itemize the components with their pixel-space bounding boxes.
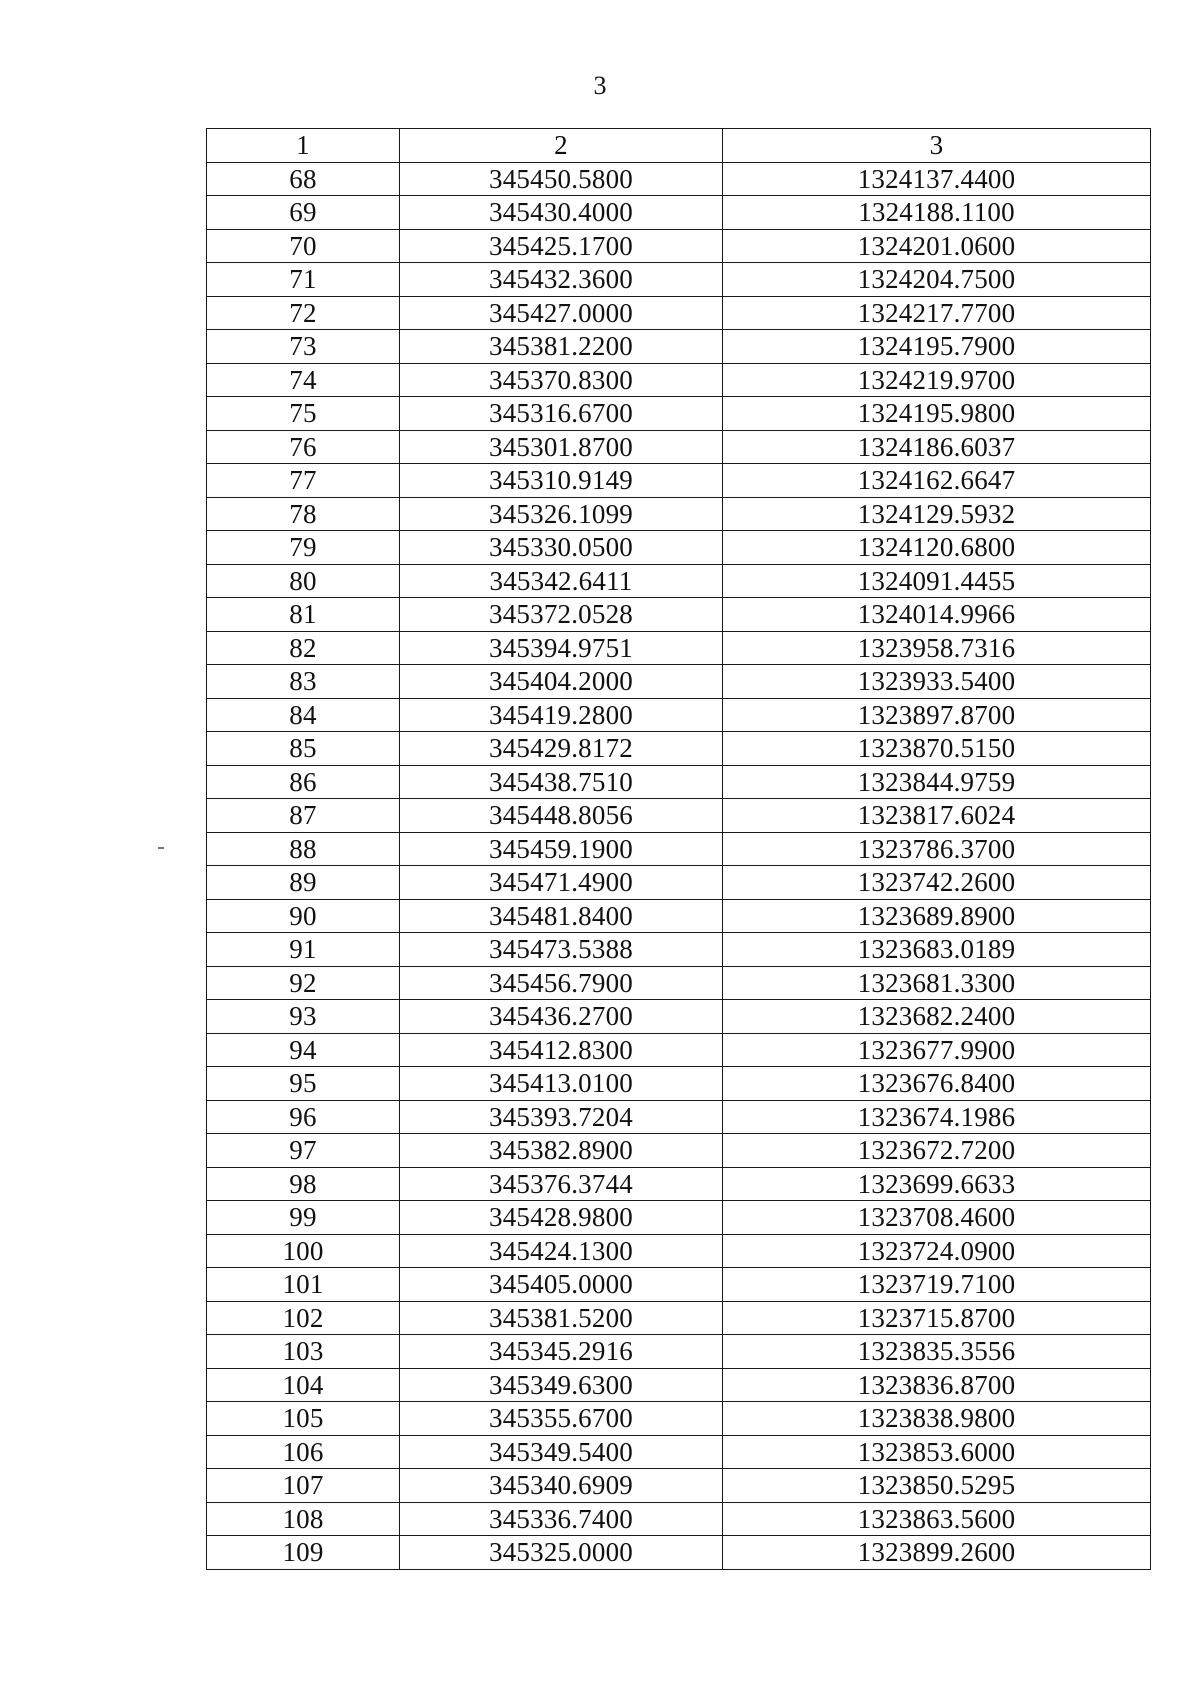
- coordinate-x-cell: 345310.9149: [400, 464, 723, 498]
- point-number-cell: 84: [207, 698, 400, 732]
- coordinate-x-cell: 345473.5388: [400, 933, 723, 967]
- coordinate-x-cell: 345381.5200: [400, 1301, 723, 1335]
- coordinate-x-cell: 345345.2916: [400, 1335, 723, 1369]
- table-row: [207, 1368, 1151, 1402]
- coordinate-y-cell: 1323870.5150: [723, 732, 1151, 766]
- coordinate-y-cell: 1323835.3556: [723, 1335, 1151, 1369]
- coordinate-x-cell: 345436.2700: [400, 1000, 723, 1034]
- table-row: [207, 296, 1151, 330]
- point-number-cell: 101: [207, 1268, 400, 1302]
- point-number-cell: 77: [207, 464, 400, 498]
- coordinate-y-cell: 1323689.8900: [723, 899, 1151, 933]
- coordinate-x-cell: 345405.0000: [400, 1268, 723, 1302]
- coordinate-y-cell: 1324195.7900: [723, 330, 1151, 364]
- table-row: [207, 1402, 1151, 1436]
- table-row: [207, 933, 1151, 967]
- coordinate-y-cell: 1323719.7100: [723, 1268, 1151, 1302]
- coordinate-x-cell: 345432.3600: [400, 263, 723, 297]
- table-row: [207, 1100, 1151, 1134]
- coordinate-x-cell: 345330.0500: [400, 531, 723, 565]
- coordinate-x-cell: 345425.1700: [400, 229, 723, 263]
- coordinate-x-cell: 345381.2200: [400, 330, 723, 364]
- table-row: [207, 899, 1151, 933]
- coordinate-y-cell: 1324201.0600: [723, 229, 1151, 263]
- coordinate-x-cell: 345424.1300: [400, 1234, 723, 1268]
- table-body: [207, 129, 1151, 1570]
- point-number-cell: 69: [207, 196, 400, 230]
- coordinate-y-cell: 1324186.6037: [723, 430, 1151, 464]
- coordinate-x-cell: 345316.6700: [400, 397, 723, 431]
- coordinate-y-cell: 1324162.6647: [723, 464, 1151, 498]
- coordinates-table: [206, 128, 1151, 1570]
- table-row: [207, 564, 1151, 598]
- table-row: [207, 531, 1151, 565]
- table-row: [207, 866, 1151, 900]
- point-number-cell: 89: [207, 866, 400, 900]
- coordinate-y-cell: 1324217.7700: [723, 296, 1151, 330]
- table-row: [207, 229, 1151, 263]
- point-number-cell: 102: [207, 1301, 400, 1335]
- coordinate-x-cell: 345419.2800: [400, 698, 723, 732]
- coordinate-y-cell: 1323674.1986: [723, 1100, 1151, 1134]
- coordinate-y-cell: 1323683.0189: [723, 933, 1151, 967]
- point-number-cell: 87: [207, 799, 400, 833]
- coordinate-x-cell: 345471.4900: [400, 866, 723, 900]
- table-row: [207, 397, 1151, 431]
- coordinate-y-cell: 1324188.1100: [723, 196, 1151, 230]
- point-number-cell: 105: [207, 1402, 400, 1436]
- point-number-cell: 107: [207, 1469, 400, 1503]
- point-number-cell: 78: [207, 497, 400, 531]
- table-row: [207, 665, 1151, 699]
- coordinate-x-cell: 345355.6700: [400, 1402, 723, 1436]
- coordinate-y-cell: 1324219.9700: [723, 363, 1151, 397]
- coordinate-x-cell: 345370.8300: [400, 363, 723, 397]
- point-number-cell: 103: [207, 1335, 400, 1369]
- point-number-cell: 97: [207, 1134, 400, 1168]
- point-number-cell: 76: [207, 430, 400, 464]
- coordinate-x-cell: 345428.9800: [400, 1201, 723, 1235]
- coordinate-y-cell: 1323724.0900: [723, 1234, 1151, 1268]
- table-row: [207, 1067, 1151, 1101]
- table-row: [207, 1335, 1151, 1369]
- table-row: [207, 732, 1151, 766]
- coordinate-y-cell: 1324137.4400: [723, 162, 1151, 196]
- table-row: [207, 1167, 1151, 1201]
- coordinate-x-cell: 345427.0000: [400, 296, 723, 330]
- point-number-cell: 96: [207, 1100, 400, 1134]
- coordinate-y-cell: 1323850.5295: [723, 1469, 1151, 1503]
- table-row: [207, 1301, 1151, 1335]
- point-number-cell: 93: [207, 1000, 400, 1034]
- table-row: [207, 330, 1151, 364]
- column-header-1: 1: [207, 129, 400, 163]
- coordinate-y-cell: 1323742.2600: [723, 866, 1151, 900]
- point-number-cell: 73: [207, 330, 400, 364]
- point-number-cell: 108: [207, 1502, 400, 1536]
- coordinate-y-cell: 1323676.8400: [723, 1067, 1151, 1101]
- table-row: [207, 162, 1151, 196]
- coordinate-y-cell: 1323681.3300: [723, 966, 1151, 1000]
- table-header-row: [207, 129, 1151, 163]
- table-row: [207, 363, 1151, 397]
- coordinate-y-cell: 1323715.8700: [723, 1301, 1151, 1335]
- coordinate-x-cell: 345429.8172: [400, 732, 723, 766]
- point-number-cell: 86: [207, 765, 400, 799]
- coordinate-x-cell: 345481.8400: [400, 899, 723, 933]
- coordinate-x-cell: 345459.1900: [400, 832, 723, 866]
- point-number-cell: 81: [207, 598, 400, 632]
- coordinate-x-cell: 345382.8900: [400, 1134, 723, 1168]
- table-row: [207, 263, 1151, 297]
- table-row: [207, 1435, 1151, 1469]
- point-number-cell: 91: [207, 933, 400, 967]
- table-row: [207, 196, 1151, 230]
- table-row: [207, 832, 1151, 866]
- table-row: [207, 1502, 1151, 1536]
- point-number-cell: 98: [207, 1167, 400, 1201]
- point-number-cell: 68: [207, 162, 400, 196]
- table-row: [207, 1268, 1151, 1302]
- column-header-2: 2: [400, 129, 723, 163]
- coordinate-x-cell: 345349.5400: [400, 1435, 723, 1469]
- coordinate-x-cell: 345404.2000: [400, 665, 723, 699]
- point-number-cell: 70: [207, 229, 400, 263]
- table-row: [207, 765, 1151, 799]
- table-row: [207, 1469, 1151, 1503]
- point-number-cell: 104: [207, 1368, 400, 1402]
- coordinate-y-cell: 1324195.9800: [723, 397, 1151, 431]
- coordinate-x-cell: 345372.0528: [400, 598, 723, 632]
- point-number-cell: 92: [207, 966, 400, 1000]
- table-row: [207, 1201, 1151, 1235]
- coordinate-x-cell: 345413.0100: [400, 1067, 723, 1101]
- table-row: [207, 1000, 1151, 1034]
- coordinate-x-cell: 345450.5800: [400, 162, 723, 196]
- coordinate-y-cell: 1323844.9759: [723, 765, 1151, 799]
- coordinate-x-cell: 345394.9751: [400, 631, 723, 665]
- point-number-cell: 75: [207, 397, 400, 431]
- coordinate-y-cell: 1323836.8700: [723, 1368, 1151, 1402]
- coordinate-x-cell: 345376.3744: [400, 1167, 723, 1201]
- table-row: [207, 698, 1151, 732]
- table-row: [207, 631, 1151, 665]
- point-number-cell: 88: [207, 832, 400, 866]
- coordinate-y-cell: 1323682.2400: [723, 1000, 1151, 1034]
- coordinate-x-cell: 345326.1099: [400, 497, 723, 531]
- coordinate-x-cell: 345430.4000: [400, 196, 723, 230]
- point-number-cell: 106: [207, 1435, 400, 1469]
- coordinate-x-cell: 345340.6909: [400, 1469, 723, 1503]
- point-number-cell: 79: [207, 531, 400, 565]
- table-row: [207, 1234, 1151, 1268]
- point-number-cell: 74: [207, 363, 400, 397]
- coordinate-y-cell: 1323899.2600: [723, 1536, 1151, 1570]
- coordinate-y-cell: 1323853.6000: [723, 1435, 1151, 1469]
- table-row: [207, 1536, 1151, 1570]
- point-number-cell: 90: [207, 899, 400, 933]
- coordinate-y-cell: 1323838.9800: [723, 1402, 1151, 1436]
- point-number-cell: 82: [207, 631, 400, 665]
- coordinate-y-cell: 1324129.5932: [723, 497, 1151, 531]
- table-row: [207, 966, 1151, 1000]
- table-row: [207, 799, 1151, 833]
- coordinate-y-cell: 1323677.9900: [723, 1033, 1151, 1067]
- table-row: [207, 598, 1151, 632]
- coordinate-y-cell: 1323699.6633: [723, 1167, 1151, 1201]
- point-number-cell: 94: [207, 1033, 400, 1067]
- table-row: [207, 464, 1151, 498]
- point-number-cell: 71: [207, 263, 400, 297]
- coordinate-y-cell: 1324091.4455: [723, 564, 1151, 598]
- coordinate-x-cell: 345342.6411: [400, 564, 723, 598]
- point-number-cell: 95: [207, 1067, 400, 1101]
- coordinate-x-cell: 345438.7510: [400, 765, 723, 799]
- coordinate-x-cell: 345448.8056: [400, 799, 723, 833]
- table-row: [207, 1033, 1151, 1067]
- coordinate-y-cell: 1323817.6024: [723, 799, 1151, 833]
- coordinate-x-cell: 345412.8300: [400, 1033, 723, 1067]
- scan-mark: [158, 847, 164, 849]
- coordinate-x-cell: 345456.7900: [400, 966, 723, 1000]
- page-number: 3: [593, 71, 607, 100]
- coordinate-x-cell: 345336.7400: [400, 1502, 723, 1536]
- coordinate-x-cell: 345393.7204: [400, 1100, 723, 1134]
- point-number-cell: 85: [207, 732, 400, 766]
- table-row: [207, 497, 1151, 531]
- coordinate-x-cell: 345301.8700: [400, 430, 723, 464]
- point-number-cell: 83: [207, 665, 400, 699]
- coordinate-y-cell: 1323897.8700: [723, 698, 1151, 732]
- coordinate-y-cell: 1323708.4600: [723, 1201, 1151, 1235]
- table-row: [207, 1134, 1151, 1168]
- coordinate-y-cell: 1323958.7316: [723, 631, 1151, 665]
- coordinate-y-cell: 1323863.5600: [723, 1502, 1151, 1536]
- column-header-3: 3: [723, 129, 1151, 163]
- coordinate-y-cell: 1323933.5400: [723, 665, 1151, 699]
- point-number-cell: 80: [207, 564, 400, 598]
- coordinate-x-cell: 345325.0000: [400, 1536, 723, 1570]
- table-row: [207, 430, 1151, 464]
- point-number-cell: 72: [207, 296, 400, 330]
- point-number-cell: 100: [207, 1234, 400, 1268]
- coordinate-y-cell: 1323672.7200: [723, 1134, 1151, 1168]
- coordinate-y-cell: 1323786.3700: [723, 832, 1151, 866]
- point-number-cell: 109: [207, 1536, 400, 1570]
- coordinate-y-cell: 1324014.9966: [723, 598, 1151, 632]
- coordinate-x-cell: 345349.6300: [400, 1368, 723, 1402]
- point-number-cell: 99: [207, 1201, 400, 1235]
- coordinate-y-cell: 1324204.7500: [723, 263, 1151, 297]
- coordinate-y-cell: 1324120.6800: [723, 531, 1151, 565]
